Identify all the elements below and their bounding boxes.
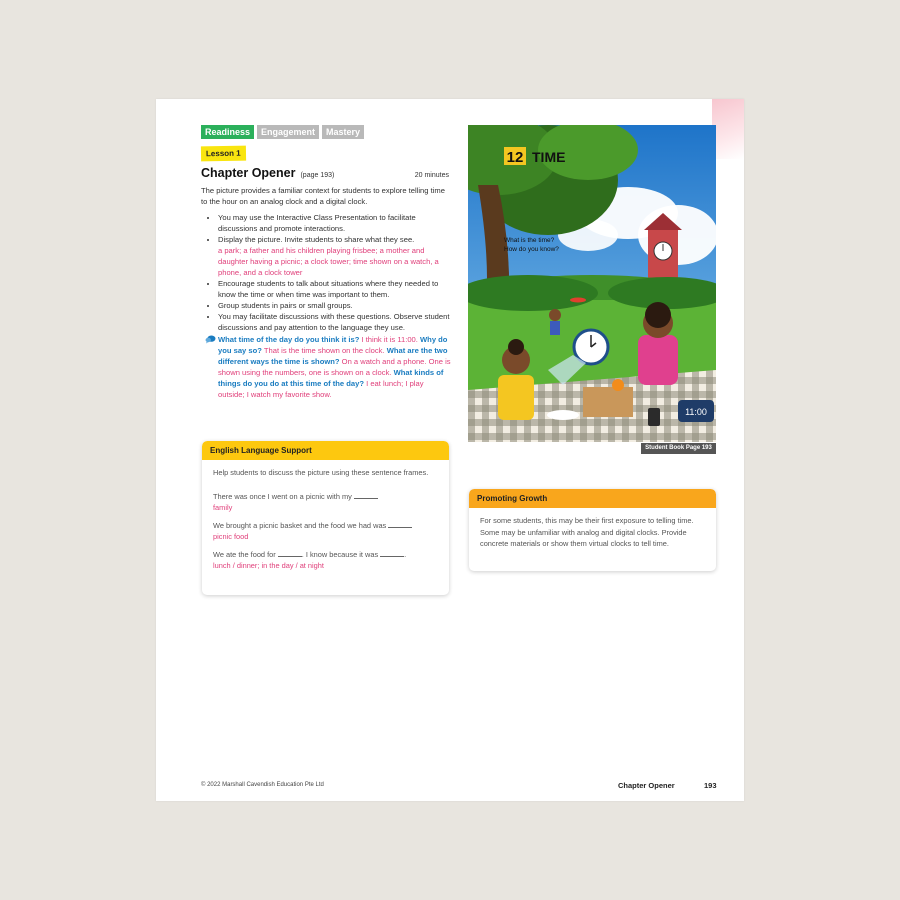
sentence-frame [213,491,438,514]
page-title: Chapter Opener [201,166,296,180]
frame-answer: picnic food [213,532,249,541]
list-item [218,212,451,234]
growth-body [469,508,716,557]
answer-2: That is the time shown on the clock. [263,346,385,355]
bullet-text: You may facilitate discussions with these questions. Observe student discussions and pay attention to the language they use. [218,312,450,332]
student-book-caption: Student Book Page 193 [641,443,716,454]
blank-line [354,498,378,499]
page-corner-tab [712,99,744,159]
title-row [201,166,449,180]
lesson-body [201,185,451,400]
speech-bubble-icon [205,335,216,344]
digital-clock-time: 11:00 [685,407,707,417]
footer-section: Chapter Opener [618,781,675,790]
blank-line [278,556,302,557]
blank-line [388,527,412,528]
answer-4: I eat lunch; I play outside; I watch my favorite show. [218,379,424,399]
question-2: Why do you say so? [218,335,448,355]
tag-engagement: Engagement [257,125,319,139]
tag-mastery: Mastery [322,125,364,139]
page-number: 193 [704,781,717,790]
list-item [218,300,451,311]
els-heading: English Language Support [202,441,449,460]
tag-readiness: Readiness [201,125,254,139]
bullet-text: You may use the Interactive Class Presentation to facilitate discussions and promote interactions. [218,213,416,233]
park-scene-image [468,125,716,442]
duration: 20 minutes [414,172,449,179]
discussion-questions [201,334,451,400]
chapter-title: TIME [532,149,566,165]
illustration-question-1: What is the time? [504,237,555,244]
frame-text: We ate the food for [213,549,276,559]
frame-text: There was once I went on a picnic with my [213,491,352,501]
chapter-number: 12 [506,149,524,166]
question-1: What time of the day do you think it is? [218,335,360,344]
english-language-support-box [202,441,449,595]
list-item [218,234,451,278]
sentence-frame: We ate the food for . I know because it was . lunch / dinner; in the day / at night [213,549,407,570]
question-3: What are the two different ways the time is shown? [218,346,448,366]
answer-1: I think it is 11:00. [361,335,418,344]
chapter-illustration [468,125,716,442]
promoting-growth-box [469,489,716,571]
copyright: © 2022 Marshall Cavendish Education Pte Ltd [201,782,324,788]
differentiation-tags [201,125,364,139]
answer-3: On a watch and a phone. One is shown using the numbers, one is shown on a clock. [218,357,451,377]
list-item [218,311,451,333]
frame-text: We brought a picnic basket and the food we had was [213,520,387,530]
els-intro: Help students to discuss the picture using these sentence frames. [213,468,429,477]
question-4: What kinds of things do you do at this time of the day? [218,368,444,388]
frame-answer: family [213,503,233,512]
bullet-text: Display the picture. Invite students to share what they see. [218,235,415,244]
lesson-label: Lesson 1 [201,146,246,162]
blank-line [380,556,404,557]
growth-heading: Promoting Growth [469,489,716,508]
instruction-list [201,212,451,333]
growth-text: For some students, this may be their first exposure to telling time. Some may be unfamiliar with analog and digital clocks. Provide concrete materials or show them virtual clocks to tell time. [480,516,694,548]
bullet-text: Encourage students to talk about situations where they needed to know the time or when time was important to them. [218,279,439,299]
sentence-frame [213,520,438,543]
els-body [202,460,449,579]
answer-text: a park; a father and his children playing frisbee; a mother and daughter having a picnic; a clock tower; time shown on a watch, a phone, and a clock tower [218,246,439,277]
frame-text: I know because it was [305,549,379,559]
frame-answer: lunch / dinner; in the day / at night [213,561,324,570]
list-item [218,278,451,300]
bullet-text: Group students in pairs or small groups. [218,301,353,310]
illustration-question-2: How do you know? [504,246,559,253]
page-reference: (page 193) [300,172,335,179]
intro-text: The picture provides a familiar context for students to explore telling time to the hour on an analog clock and a digital clock. [201,186,445,206]
